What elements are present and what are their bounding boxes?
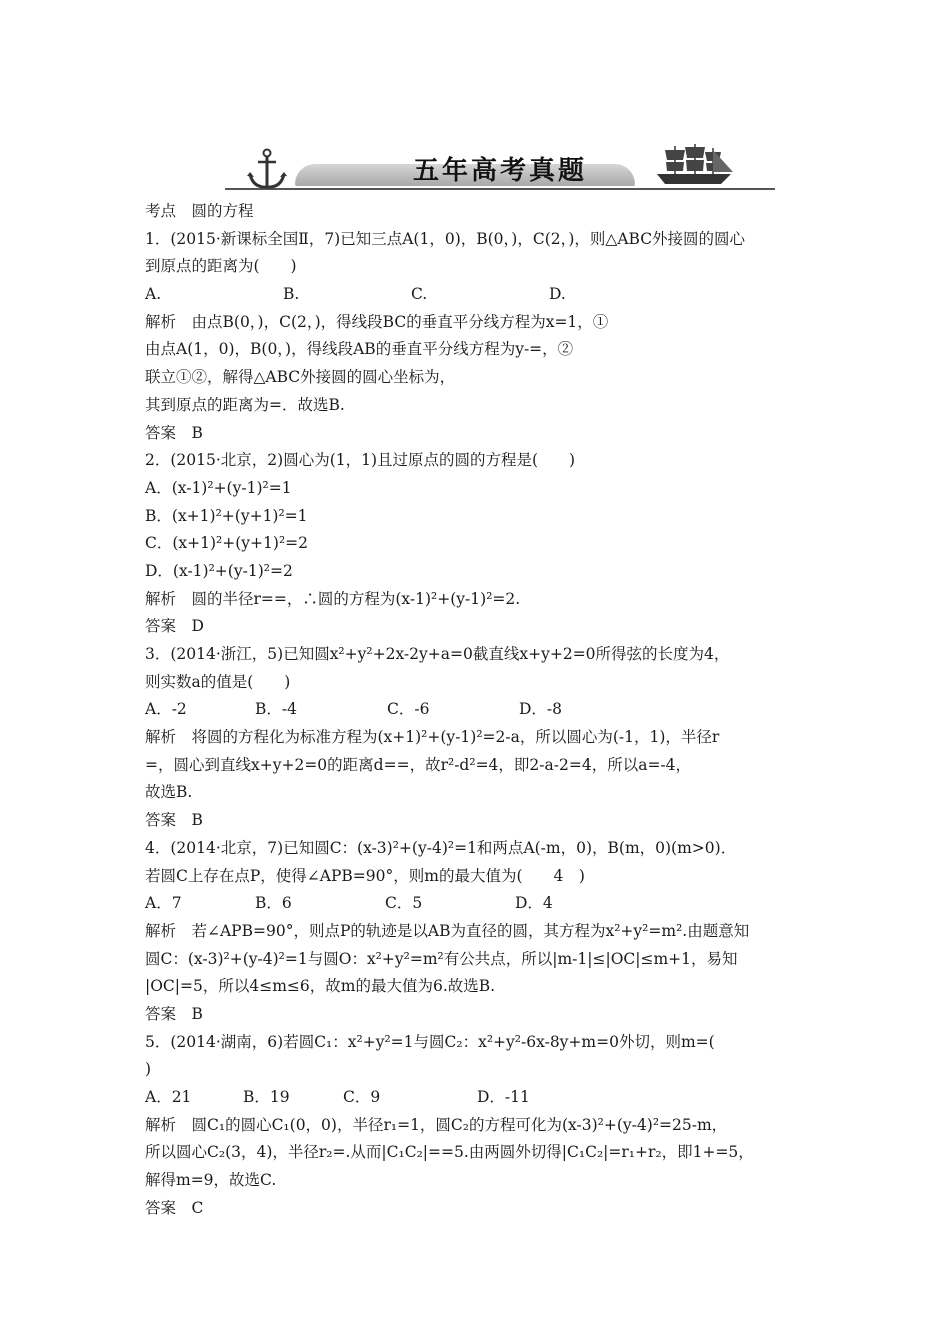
banner-divider-line — [225, 188, 775, 190]
question-text: 4．(2014·北京，7)已知圆C：(x-3)²+(y-4)²=1和两点A(-m，0)，B(m，0)(m>0)． — [145, 838, 737, 857]
answer-options-row — [145, 696, 825, 724]
analysis-text: =，圆心到直线x+y+2=0的距离d==，故r²-d²=4，即2-a-2=4，所以a=-4， — [145, 755, 692, 774]
analysis-text: 解析 将圆的方程化为标准方程为(x+1)²+(y-1)²=2-a，所以圆心为(-1，1)，半径r — [145, 728, 720, 747]
answer-option: A．7 — [145, 894, 182, 913]
answer-options-row — [145, 1084, 825, 1112]
question-text: 3．(2014·浙江，5)已知圆x²+y²+2x-2y+a=0截直线x+y+2=0所得弦的长度为4， — [145, 645, 730, 663]
section-heading: 考点 圆的方程 — [145, 202, 254, 220]
analysis-text: 解析 圆的半径r==，∴圆的方程为(x-1)²+(y-1)²=2. — [145, 589, 521, 608]
banner-title: 五年高考真题 — [412, 156, 587, 186]
answer-option: B．(x+1)²+(y+1)²=1 — [145, 506, 308, 525]
answer-line: 答案 B — [145, 423, 203, 442]
exam-content — [145, 198, 825, 1222]
answer-option: A．(x-1)²+(y-1)²=1 — [145, 478, 292, 497]
answer-line: 答案 B — [145, 811, 203, 830]
answer-option: A．21 — [145, 1088, 192, 1106]
answer-line: 答案 C — [145, 1198, 204, 1217]
analysis-text: 联立①②，解得△ABC外接圆的圆心坐标为， — [145, 368, 456, 387]
analysis-text: |OC|=5，所以4≤m≤6，故m的最大值为6.故选B. — [145, 977, 496, 996]
answer-option: B. — [283, 285, 300, 304]
answer-option: A．-2 — [145, 700, 187, 719]
analysis-text: 解析 若∠APB=90°，则点P的轨迹是以AB为直径的圆，其方程为x²+y²=m².由题意知 — [145, 921, 750, 940]
answer-option: C．(x+1)²+(y+1)²=2 — [145, 534, 309, 553]
analysis-text: 故选B. — [145, 783, 193, 802]
answer-option: B．-4 — [255, 700, 297, 719]
answer-option: C．5 — [385, 894, 423, 913]
answer-options-row — [145, 890, 825, 918]
sailing-ship-icon — [653, 142, 735, 188]
analysis-text: 解析 圆C₁的圆心C₁(0，0)，半径r₁=1，圆C₂的方程可化为(x-3)²+(y-4)²=25-m， — [145, 1115, 728, 1134]
analysis-text: 所以圆心C₂(3，4)，半径r₂=.从而|C₁C₂|==5.由两圆外切得|C₁C₂|=r₁+r₂，即1+=5， — [145, 1143, 754, 1162]
answer-option: D．-11 — [477, 1088, 530, 1106]
question-text: ) — [145, 1060, 152, 1079]
answer-option: B．6 — [255, 894, 292, 913]
answer-options-row — [145, 281, 825, 309]
answer-option: C．-6 — [387, 700, 430, 719]
question-text: 若圆C上存在点P，使得∠APB=90°，则m的最大值为( 4 ) — [145, 866, 585, 885]
answer-line: 答案 B — [145, 1004, 203, 1023]
answer-option: C．9 — [343, 1088, 381, 1106]
answer-option: B．19 — [243, 1088, 290, 1106]
answer-option: A. — [145, 285, 162, 304]
analysis-text: 圆C：(x-3)²+(y-4)²=1与圆O：x²+y²=m²有公共点，所以|m-1|≤|OC|≤m+1，易知 — [145, 949, 738, 968]
question-text: 到原点的距离为( ) — [145, 257, 297, 276]
answer-option: D．(x-1)²+(y-1)²=2 — [145, 561, 293, 580]
question-text: 2．(2015·北京，2)圆心为(1，1)且过原点的圆的方程是( ) — [145, 451, 576, 470]
analysis-text: 由点A(1，0)，B(0，)，得线段AB的垂直平分线方程为y-=，② — [145, 340, 574, 359]
question-text: 5．(2014·湖南，6)若圆C₁：x²+y²=1与圆C₂：x²+y²-6x-8y+m=0外切，则m=( — [145, 1032, 715, 1051]
answer-option: C. — [411, 285, 428, 304]
answer-option: D．-8 — [519, 700, 563, 719]
answer-line: 答案 D — [145, 617, 204, 636]
answer-option: D. — [549, 285, 566, 304]
answer-option: D．4 — [515, 894, 553, 913]
question-text: 1．(2015·新课标全国Ⅱ，7)已知三点A(1，0)，B(0，)，C(2，)，则△ABC外接圆的圆心 — [145, 229, 746, 248]
analysis-text: 解析 由点B(0，)，C(2，)，得线段BC的垂直平分线方程为x=1，① — [145, 312, 609, 331]
question-text: 则实数a的值是( ) — [145, 672, 291, 691]
section-banner — [225, 140, 775, 192]
analysis-text: 其到原点的距离为=．故选B. — [145, 395, 345, 414]
analysis-text: 解得m=9，故选C. — [145, 1171, 277, 1190]
